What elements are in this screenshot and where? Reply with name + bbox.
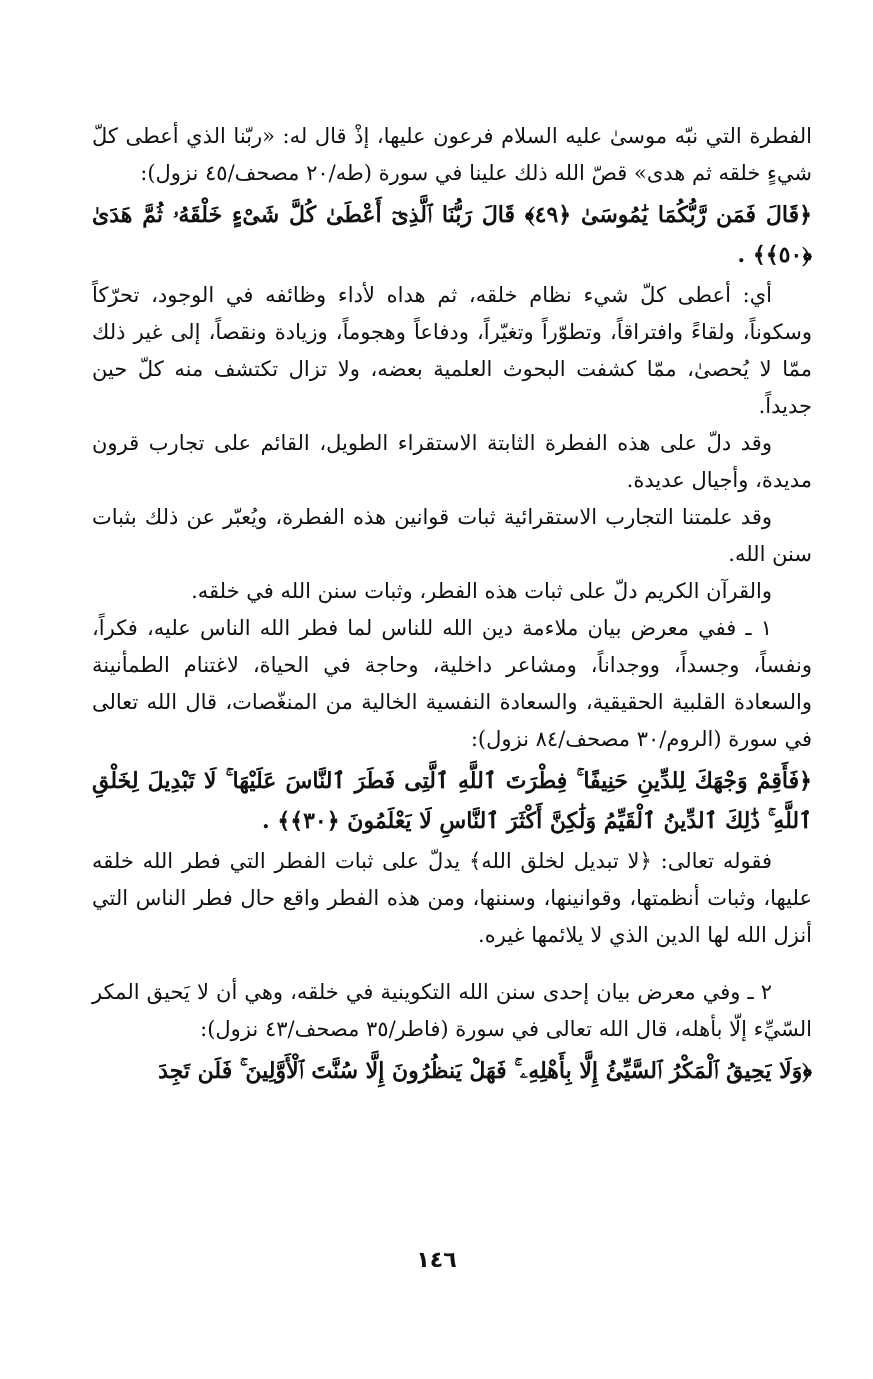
quran-verse-taha: ﴿قَالَ فَمَن رَّبُّكُمَا يَٰمُوسَىٰ ﴿٤٩﴾ قَالَ رَبُّنَا ٱلَّذِىٓ أَعْطَىٰ كُلَّ شَىْءٍ خَلْقَهُۥ ثُمَّ هَدَىٰ ﴿٥٠﴾﴾ . [92, 202, 812, 268]
page-number: ١٤٦ [416, 1248, 457, 1273]
quran-verse-fatir: ﴿وَلَا يَحِيقُ ٱلْمَكْرُ ٱلسَّيِّئُ إِلَّا بِأَهْلِهِۦ ۚ فَهَلْ يَنظُرُونَ إِلَّا سُنَّتَ ٱلْأَوَّلِينَ ۚ فَلَن تَجِدَ [158, 1058, 812, 1084]
paragraph-intro: الفطرة التي نبّه موسىٰ عليه السلام فرعون عليها، إذْ قال له: «ربّنا الذي أعطى كلّ شيءٍ خلقه ثم هدى» قصّ الله ذلك علينا في سورة (طه/٢٠ مصحف/٤٥ نزول): [92, 124, 812, 185]
paragraph-experiments: وقد علمتنا التجارب الاستقرائية ثبات قوانين هذه الفطرة، ويُعبّر عن ذلك بثبات سنن الله. [92, 505, 812, 566]
paragraph-point-one: ١ ـ ففي معرض بيان ملاءمة دين الله للناس لما فطر الله الناس عليه، فكراً، ونفساً، وجسداً، ووجداناً، ومشاعر داخلية، وحاجة في الحياة، لاغتنام الطمأنينة والسعادة القلبية الحقيقية، والسعادة النفسية الخالية من المنغّصات، قال الله تعالى في سورة (الروم/٣٠ مصحف/٨٤ نزول): [92, 616, 812, 751]
paragraph-commentary: فقوله تعالى: ﴿لا تبديل لخلق الله﴾ يدلّ على ثبات الفطر التي فطر الله خلقه عليها، وثبات أنظمتها، وقوانينها، وسننها، ومن هذه الفطر واقع حال فطر الناس التي أنزل الله لها الدين الذي لا يلائمها غيره. [92, 849, 812, 947]
paragraph-quran-evidence: والقرآن الكريم دلّ على ثبات هذه الفطر، وثبات سنن الله في خلقه. [191, 579, 772, 603]
page-body [92, 118, 812, 1093]
paragraph-explanation: أي: أعطى كلّ شيء نظام خلقه، ثم هداه لأداء وظائفه في الوجود، تحرّكاً وسكوناً، ولقاءً وافتراقاً، وتطوّراً وتغيّراً، ودفاعاً وهجوماً، وزيادة ونقصاً، إلى غير ذلك ممّا لا يُحصىٰ، ممّا كشفت البحوث العلمية بعضه، ولا تزال تكتشف منه كلّ حين جديداً. [92, 283, 812, 418]
paragraph-induction: وقد دلّ على هذه الفطرة الثابتة الاستقراء الطويل، القائم على تجارب قرون مديدة، وأجيال عديدة. [92, 431, 812, 492]
quran-verse-rum: ﴿فَأَقِمْ وَجْهَكَ لِلدِّينِ حَنِيفًا ۚ فِطْرَتَ ٱللَّهِ ٱلَّتِى فَطَرَ ٱلنَّاسَ عَلَيْهَا ۚ لَا تَبْدِيلَ لِخَلْقِ ٱللَّهِ ۚ ذَٰلِكَ ٱلدِّينُ ٱلْقَيِّمُ وَلَٰكِنَّ أَكْثَرَ ٱلنَّاسِ لَا يَعْلَمُونَ ﴿٣٠﴾﴾ . [92, 768, 812, 834]
paragraph-point-two: ٢ ـ وفي معرض بيان إحدى سنن الله التكوينية في خلقه، وهي أن لا يَحيق المكر السّيِّء إلّا بأهله، قال الله تعالى في سورة (فاطر/٣٥ مصحف/٤٣ نزول): [92, 980, 812, 1041]
